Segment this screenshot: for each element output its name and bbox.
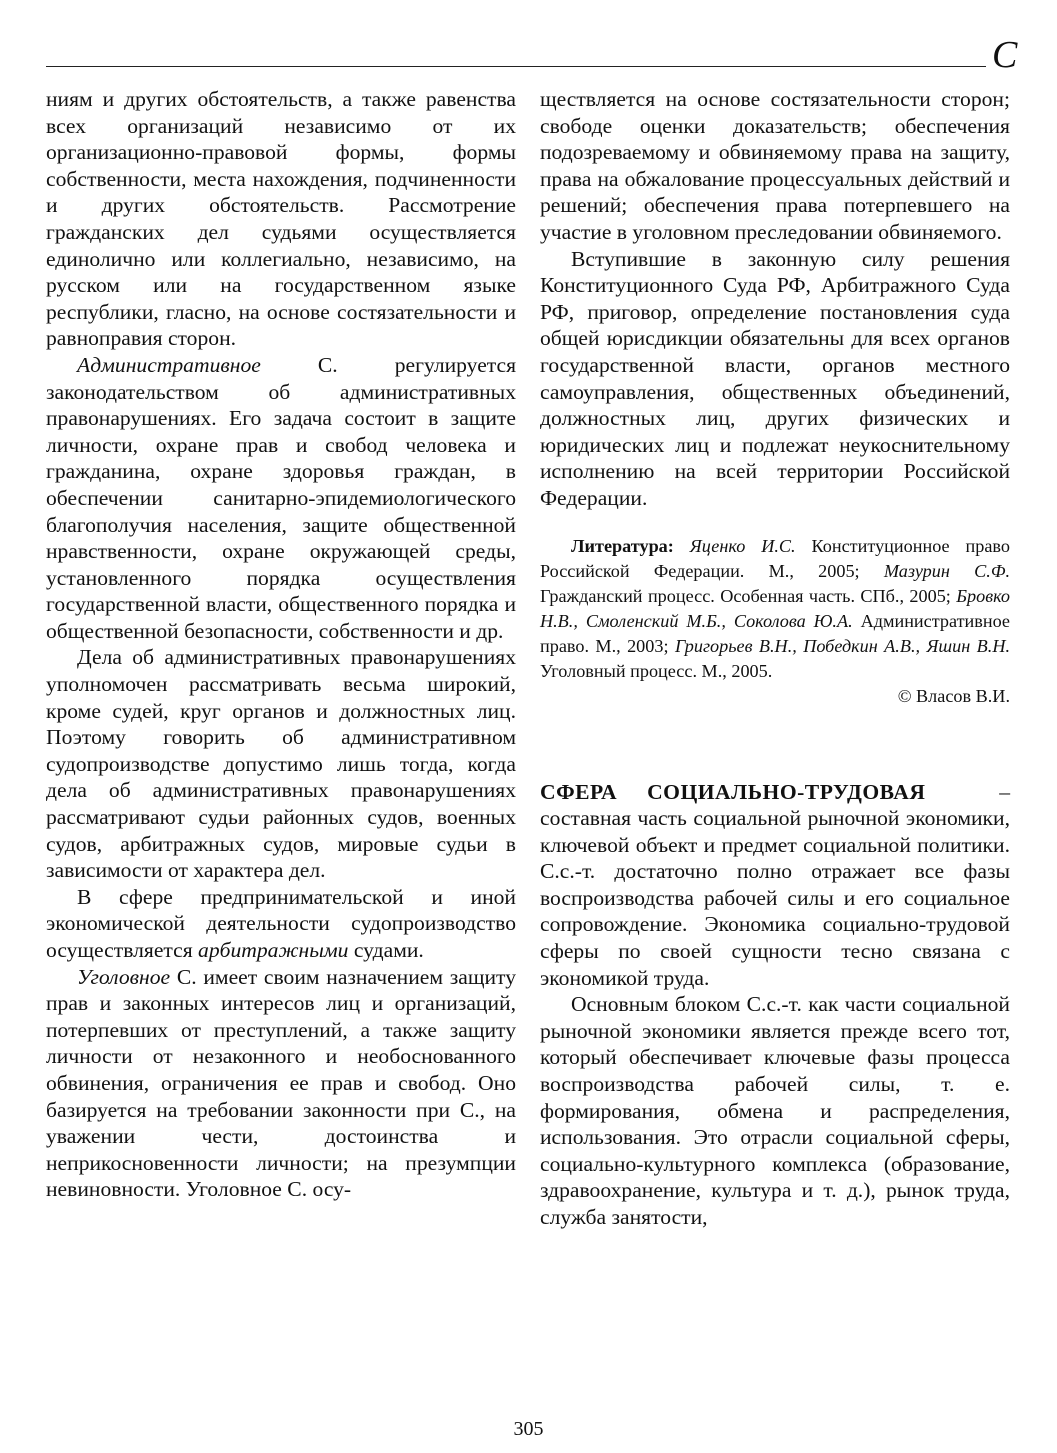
emphasis: Административное (77, 352, 261, 377)
entry-definition (540, 779, 1010, 992)
literature-label: Литература: (571, 535, 674, 556)
paragraph: Вступившие в законную силу решения Конституционного Суда РФ, Арбитражного Суда РФ, приговор, определение постановления суда общей юрисдикции обязательны для всех органов государственной власти, органов местного самоуправления, общественных объединений, должностных лиц, других физических и юридических лиц и подлежат неукоснительному исполнению на всей территории Российской Федерации. (540, 246, 1010, 510)
paragraph-text: – составная часть социальной рыночной экономики, ключевой объект и предмет социальной политики. С.с.-т. достаточно полно отражает все фазы воспроизводства рабочей силы и его социальное сопровождение. Экономика социально-трудовой сферы по своей сущности тесно связана с экономикой труда. (540, 779, 1010, 990)
left-column (46, 86, 516, 1203)
paragraph-text: С. имеет своим назначением защиту прав и законных интересов лиц и организаций, потерпевших от преступлений, а также защиту личности от незаконного и необоснованного обвинения, ограничения ее прав и свобод. Оно базируется на требовании законности при С., на уважении чести, достоинства и неприкосновенности личности; на презумпции невиновности. Уголовное С. осу- (46, 964, 516, 1202)
reference-text: Уголовный процесс. М., 2005. (540, 660, 773, 681)
entry-term-word: СОЦИАЛЬНО-ТРУДОВАЯ (647, 779, 926, 804)
paragraph (46, 884, 516, 964)
copyright-note: © Власов В.И. (897, 685, 1010, 706)
author: Григорьев В.Н., Победкин А.В., Яшин В.Н. (674, 635, 1011, 656)
literature-block (540, 534, 1010, 684)
emphasis: арбитражными (198, 938, 349, 962)
reference-text: Гражданский процесс. Особенная часть. СПб., 2005; (540, 585, 957, 606)
paragraph (46, 352, 516, 645)
entry-term-word: СФЕРА (540, 779, 618, 804)
section-letter: C (992, 34, 1018, 76)
author: Бровко Н.В., Смоленский М.Б., Соколова Ю.А. (540, 585, 1010, 631)
paragraph: ществляется на основе состязательности сторон; свободе оценки доказательств; обеспечения подозреваемому и обвиняемому права на защиту, права на обжалование процессуальных действий и решений; обеспечения права потерпевшего на участие в уголовном преследовании обвиняемого. (540, 87, 1010, 244)
page-number: 305 (513, 1418, 544, 1440)
author: Яценко И.С. (689, 535, 796, 556)
paragraph-text: судами. (348, 938, 424, 962)
right-column (540, 86, 1010, 1231)
author: Мазурин С.Ф. (883, 560, 1011, 581)
paragraph (46, 964, 516, 1203)
entry-term (540, 780, 925, 804)
paragraph-text: С. регулируется законодательством об административных правонарушениях. Его задача состоит в защите личности, охране прав и свобод человека и гражданина, охране здоровья граждан, в обеспечении санитарно-эпидемиологического благополучия населения, защите общественной нравственности, охране окружающей среды, установленного порядка осуществления государственной власти, общественного порядка и общественной безопасности, собственности и др. (46, 352, 516, 643)
emphasis: Уголовное (77, 964, 171, 989)
paragraph: Основным блоком С.с.-т. как части социальной рыночной экономики является прежде всего тот, который обеспечивает ключевые фазы процесса воспроизводства рабочей силы, т. е. формирования, обмена и распределения, использования. Это отрасли социальной сферы, социально-культурного комплекса (образование, здравоохранение, культура и т. д.), рынок труда, служба занятости, (540, 992, 1010, 1229)
paragraph: ниям и других обстоятельств, а также равенства всех организаций независимо от их организационно-правовой формы, формы собственности, места нахождения, подчиненности и других обстоятельств. Рассмотрение гражданских дел судьями осуществляется единолично или коллегиально, независимо, на русском или на государственном языке республики, гласно, на основе состязательности и равноправия сторон. (46, 87, 516, 351)
header-rule (46, 66, 986, 67)
paragraph-text: В сфере предпринимательской и иной экономической деятельности судопроизводство осуществляется (46, 884, 516, 962)
reference-text: Административное право. М., 2003; (540, 610, 1010, 656)
reference-text: Конституционное право Российской Федерации. М., 2005; (540, 535, 1010, 581)
paragraph: Дела об административных правонарушениях уполномочен рассматривать весьма широкий, кроме судей, круг органов и должностных лиц. Поэтому говорить об административном судопроизводстве допустимо лишь тогда, когда дела об административных правонарушениях рассматривают судьи районных судов, военных судов, арбитражных судов, мировые судьи в зависимости от характера дел. (46, 645, 516, 883)
